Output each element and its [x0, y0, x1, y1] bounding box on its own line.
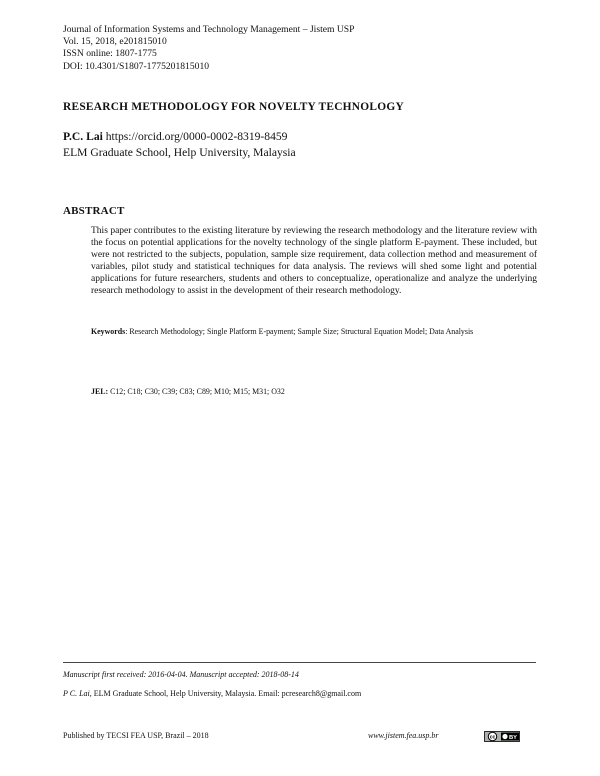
author-orcid-link[interactable]: https://orcid.org/0000-0002-8319-8459 [105, 130, 288, 143]
keywords [91, 327, 531, 337]
jel-label: JEL: [91, 387, 109, 396]
author-name: P.C. Lai [63, 130, 103, 143]
journal-doi[interactable]: DOI: 10.4301/S1807-1775201815010 [63, 60, 210, 72]
journal-volume: Vol. 15, 2018, e201815010 [63, 36, 167, 48]
cc-by-label: BY [508, 734, 518, 741]
author-contact [63, 689, 361, 698]
journal-name: Journal of Information Systems and Technology Management – Jistem USP [63, 24, 355, 35]
jel-list: C12; C18; C30; C39; C83; C89; M10; M15; M31; O32 [108, 387, 285, 396]
contact-details: , ELM Graduate School, Help University, Malaysia. Email: pcresearch8@gmail.com [89, 689, 362, 698]
cc-by-license-icon[interactable] [484, 731, 520, 742]
paper-title: RESEARCH METHODOLOGY FOR NOVELTY TECHNOLOGY [63, 101, 404, 113]
manuscript-dates: Manuscript first received: 2016-04-04. Manuscript accepted: 2018-08-14 [63, 670, 299, 679]
abstract-text: This paper contributes to the existing literature by reviewing the research methodology and the literature review with the focus on potential applications for the novelty technology of the single platform E-payment. These included, but were not restricted to the subjects, population, sample size requirement, data collection method and measurement of variables, pilot study and statistical techniques for data analysis. The reviews will shed some light and potential applications for future researchers, students and others to conceptualize, operationalize and analyze the underlying research methodology to assist in the development of their research methodology. [91, 226, 537, 296]
keywords-list: : Research Methodology; Single Platform E-payment; Sample Size; Structural Equation Model; Data Analysis [125, 327, 474, 336]
abstract-heading: ABSTRACT [63, 205, 125, 217]
footer-divider [63, 662, 536, 663]
journal-website-link[interactable]: www.jistem.fea.usp.br [368, 731, 439, 740]
cc-person-icon [502, 734, 507, 739]
publisher-line: Published by TECSI FEA USP, Brazil – 2018 [63, 731, 209, 740]
cc-mark: cc [489, 734, 496, 741]
contact-name: P C. Lai [63, 689, 90, 698]
journal-header [63, 24, 354, 73]
journal-issn: ISSN online: 1807-1775 [63, 48, 157, 60]
author-block [63, 129, 296, 160]
keywords-label: Keywords [91, 327, 126, 336]
jel-codes [91, 387, 285, 396]
author-affiliation: ELM Graduate School, Help University, Malaysia [63, 145, 296, 159]
